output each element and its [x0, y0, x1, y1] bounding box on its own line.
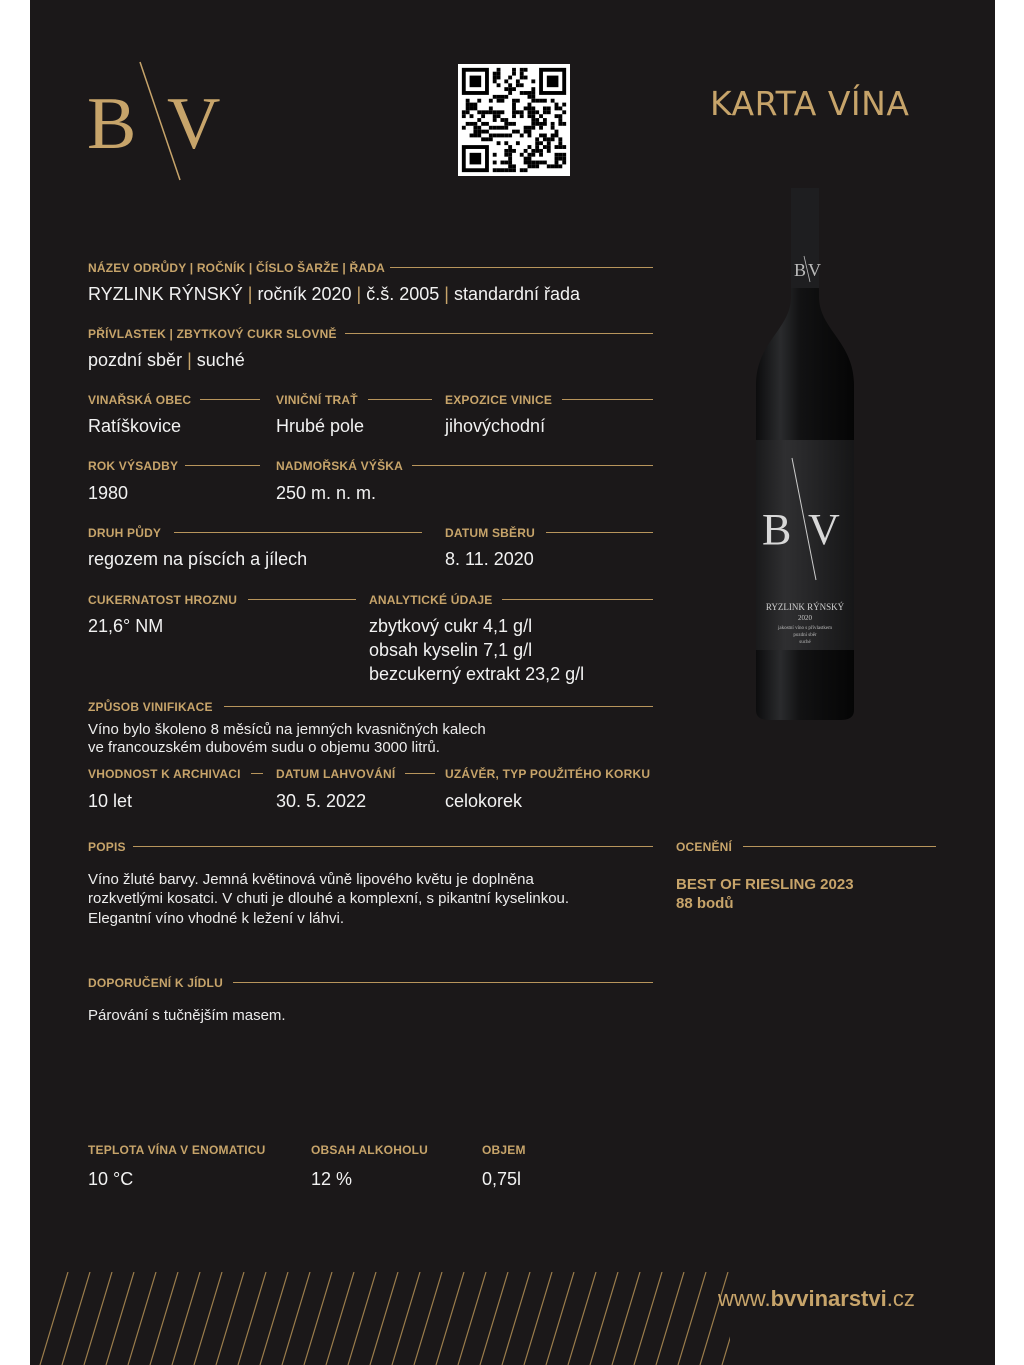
bottle-wine-name: RYZLINK RÝNSKÝ	[765, 602, 845, 612]
closure-value: celokorek	[445, 791, 523, 811]
divider	[224, 706, 653, 707]
decorative-stripes	[30, 1272, 730, 1365]
svg-text:B: B	[87, 83, 137, 165]
svg-text:V: V	[167, 83, 221, 165]
description-label: POPIS	[88, 840, 126, 854]
divider	[502, 599, 653, 600]
bottle-year: 2020	[798, 614, 812, 622]
altitude-label: NADMOŘSKÁ VÝŠKA	[276, 459, 404, 473]
wine-name	[88, 284, 580, 305]
extract: bezcukerný extrakt 23,2 g/l	[369, 664, 585, 684]
residual-sugar: zbytkový cukr 4,1 g/l	[369, 616, 533, 636]
divider	[390, 267, 653, 268]
divider	[174, 532, 422, 533]
award-points: 88 bodů	[676, 895, 734, 912]
food-value: Párování s tučnějším masem.	[88, 1007, 286, 1024]
sugar-word: suché	[196, 350, 245, 370]
wine-bottle-image	[730, 180, 880, 725]
bottle-line-1: jakostní víno s přívlastkem	[777, 626, 833, 631]
wine-card	[30, 0, 995, 1365]
divider	[405, 773, 435, 774]
vinification-line-1: Víno bylo školeno 8 měsíců na jemných kvasničných kalech	[88, 721, 486, 738]
temperature-label: TEPLOTA VÍNA V ENOMATICU	[88, 1143, 266, 1157]
svg-text:B: B	[794, 260, 807, 280]
exposure-value: jihovýchodní	[445, 416, 546, 436]
vintage: ročník 2020	[257, 284, 352, 304]
bottle-line-2: pozdní sběr	[793, 633, 817, 638]
bv-logo	[85, 60, 235, 185]
volume-label: OBJEM	[482, 1143, 526, 1157]
divider	[562, 399, 653, 400]
harvest-date-label: DATUM SBĚRU	[445, 526, 535, 540]
grape-sugar-value: 21,6° NM	[88, 616, 164, 636]
name-label: NÁZEV ODRŮDY | ROČNÍK | ČÍSLO ŠARŽE | ŘADA	[88, 261, 385, 275]
divider	[345, 333, 653, 334]
predicate: pozdní sběr	[88, 350, 183, 370]
planting-year-value: 1980	[88, 483, 129, 503]
qr-code-icon[interactable]	[458, 64, 570, 176]
page-title: KARTA VÍNA	[710, 84, 910, 123]
altitude-value: 250 m. n. m.	[276, 483, 377, 503]
predicate-label: PŘÍVLASTEK | ZBYTKOVÝ CUKR SLOVNĚ	[88, 327, 337, 341]
alcohol-label: OBSAH ALKOHOLU	[311, 1143, 429, 1157]
harvest-date-value: 8. 11. 2020	[445, 549, 534, 569]
village-value: Ratíškovice	[88, 416, 182, 436]
vineyard-value: Hrubé pole	[276, 416, 365, 436]
divider	[248, 599, 356, 600]
vinification-line-2: ve francouzském dubovém sudu o objemu 3000 litrů.	[88, 739, 440, 756]
bottling-value: 30. 5. 2022	[276, 791, 367, 811]
divider	[251, 773, 263, 774]
bottle-line-3: suché	[799, 640, 811, 645]
description-line-3: Elegantní víno vhodné k ležení v láhvi.	[88, 910, 344, 927]
closure-label: UZÁVĚR, TYP POUŽITÉHO KORKU	[445, 767, 651, 781]
description-line-1: Víno žluté barvy. Jemná květinová vůně lipového květu je doplněna	[88, 871, 534, 888]
analytics-label: ANALYTICKÉ ÚDAJE	[369, 593, 493, 607]
awards-label: OCENĚNÍ	[676, 840, 733, 854]
separator: |	[187, 350, 192, 370]
soil-value: regozem na píscích a jílech	[88, 549, 308, 569]
archive-label: VHODNOST K ARCHIVACI	[88, 767, 241, 781]
divider	[412, 465, 653, 466]
divider	[233, 982, 653, 983]
series: standardní řada	[453, 284, 581, 304]
predicate-value	[88, 350, 245, 371]
description-line-2: rozkvetlými kosatci. V chuti je dlouhé a komplexní, s pikantní kyselinkou.	[88, 890, 570, 907]
svg-text:B: B	[762, 505, 792, 554]
divider	[133, 846, 653, 847]
temperature-value: 10 °C	[88, 1169, 134, 1189]
divider	[200, 399, 260, 400]
planting-year-label: ROK VÝSADBY	[88, 459, 179, 473]
batch: č.š. 2005	[366, 284, 440, 304]
archive-value: 10 let	[88, 791, 133, 811]
svg-text:V: V	[808, 260, 821, 280]
divider	[368, 399, 432, 400]
vinification-label: ZPŮSOB VINIFIKACE	[88, 700, 213, 714]
divider	[546, 532, 653, 533]
separator: |	[356, 284, 362, 304]
svg-text:V: V	[808, 505, 840, 554]
food-label: DOPORUČENÍ K JÍDLU	[88, 976, 223, 990]
separator: |	[444, 284, 449, 304]
volume-value: 0,75l	[482, 1169, 522, 1189]
bottling-label: DATUM LAHVOVÁNÍ	[276, 767, 396, 781]
vineyard-label: VINIČNÍ TRAŤ	[276, 393, 358, 407]
village-label: VINAŘSKÁ OBEC	[88, 393, 192, 407]
exposure-label: EXPOZICE VINICE	[445, 393, 553, 407]
divider	[185, 465, 260, 466]
separator: |	[247, 284, 253, 304]
website-link[interactable]: www.bvvinarstvi.cz	[718, 1286, 915, 1311]
grape-sugar-label: CUKERNATOST HROZNU	[88, 593, 238, 607]
alcohol-value: 12 %	[311, 1169, 353, 1189]
soil-label: DRUH PŮDY	[88, 526, 162, 540]
variety: RYZLINK RÝNSKÝ	[88, 284, 243, 304]
award-title: BEST OF RIESLING 2023	[676, 876, 854, 893]
divider	[743, 846, 936, 847]
acidity: obsah kyselin 7,1 g/l	[369, 640, 533, 660]
